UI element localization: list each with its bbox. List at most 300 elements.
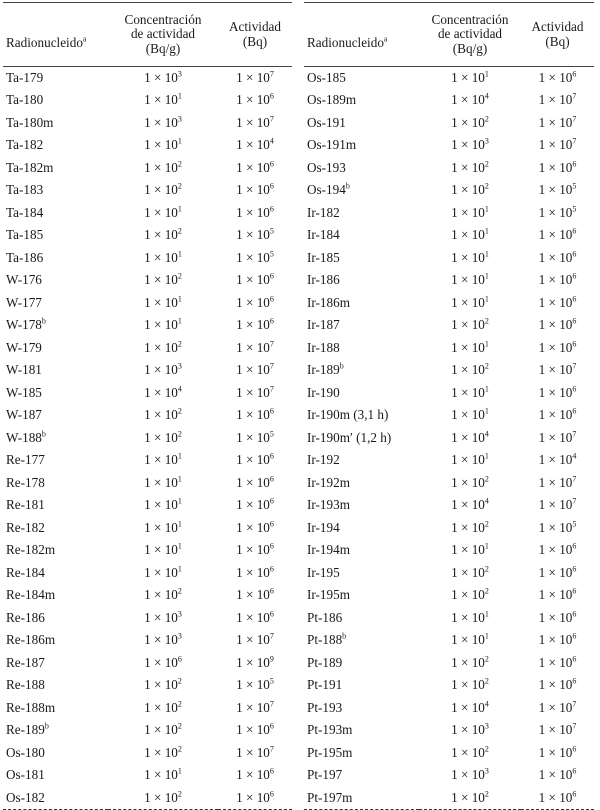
table-row — [3, 719, 292, 742]
activity-concentration-cell: $1 \times 10^3$ — [144, 69, 182, 85]
exponent: 1 — [484, 384, 489, 394]
exponent: 6 — [572, 541, 577, 551]
exponent: 5 — [572, 181, 577, 191]
activity-concentration-cell: $1 \times 10^2$ — [451, 181, 489, 198]
header-activity: Actividad (Bq) — [218, 3, 292, 67]
table-row — [3, 269, 292, 292]
exponent: 4 — [572, 451, 577, 461]
activity-concentration-cell: $1 \times 10^1$ — [451, 249, 489, 265]
exponent: 6 — [269, 271, 274, 281]
radionuclide-cell: Ir-190 — [307, 384, 340, 400]
radionuclide-cell: Ir-194 — [307, 519, 340, 535]
radionuclide-cell: Re-188 — [6, 677, 45, 693]
exponent: 7 — [572, 136, 577, 146]
exponent: 5 — [269, 676, 274, 686]
activity-cell: $1 \times 10^4$ — [538, 451, 577, 468]
table-row — [304, 719, 594, 742]
footnote-marker: b — [342, 631, 347, 641]
exponent: 2 — [484, 114, 489, 124]
exponent: 1 — [484, 541, 489, 551]
activity-cell: $1 \times 10^6$ — [236, 271, 274, 288]
activity-cell: $1 \times 10^6$ — [236, 474, 274, 490]
exponent: 2 — [177, 339, 182, 349]
exponent: 6 — [572, 609, 577, 619]
activity-concentration-cell: $1 \times 10^3$ — [144, 631, 182, 648]
activity-concentration-cell: $1 \times 10^1$ — [144, 136, 182, 153]
radionuclide-cell: Pt-193 — [307, 699, 343, 715]
table-row — [3, 337, 292, 360]
radionuclide-cell: Ir-190m′ (1,2 h) — [307, 429, 392, 445]
exponent: 1 — [484, 631, 489, 641]
exponent: 2 — [177, 721, 182, 731]
exponent: 6 — [572, 744, 577, 754]
exponent: 3 — [177, 631, 182, 641]
exponent: 2 — [484, 676, 489, 686]
activity-concentration-cell: $1 \times 10^2$ — [451, 159, 489, 175]
activity-concentration-cell: $1 \times 10^1$ — [144, 294, 182, 310]
activity-cell: $1 \times 10^6$ — [236, 181, 274, 198]
activity-concentration-cell: $1 \times 10^3$ — [451, 136, 489, 153]
activity-concentration-cell: $1 \times 10^3$ — [451, 766, 489, 783]
activity-concentration-cell: $1 \times 10^1$ — [144, 451, 182, 468]
activity-cell: $1 \times 10^6$ — [236, 204, 274, 220]
activity-cell: $1 \times 10^6$ — [538, 294, 577, 310]
activity-cell: $1 \times 10^6$ — [236, 564, 274, 580]
activity-cell: $1 \times 10^6$ — [538, 676, 577, 693]
exponent: 1 — [177, 91, 182, 101]
radionuclide-cell: Pt-189 — [307, 654, 343, 670]
exponent: 2 — [177, 181, 182, 191]
activity-cell: $1 \times 10^6$ — [538, 766, 577, 783]
exponent: 7 — [269, 384, 274, 394]
exponent: 7 — [269, 631, 274, 641]
exponent: 4 — [269, 136, 274, 146]
radionuclide-cell: W-185 — [6, 384, 42, 400]
table-row — [304, 112, 594, 135]
activity-concentration-cell: $1 \times 10^1$ — [144, 204, 182, 220]
table-row — [304, 629, 594, 652]
activity-concentration-cell: $1 \times 10^1$ — [451, 541, 489, 558]
table-row — [3, 607, 292, 630]
table-row — [3, 314, 292, 337]
radionuclide-table-left — [3, 2, 292, 810]
activity-cell: $1 \times 10^7$ — [236, 384, 274, 400]
radionuclide-cell: W-177 — [6, 294, 42, 310]
activity-concentration-cell: $1 \times 10^2$ — [144, 339, 182, 355]
exponent: 6 — [269, 496, 274, 506]
exponent: 9 — [269, 654, 274, 664]
radionuclide-cell: Pt-188$^b$ — [307, 631, 347, 648]
radionuclide-cell: Pt-195m — [307, 744, 353, 760]
header-activity: Actividad (Bq) — [521, 3, 594, 67]
exponent: 1 — [177, 294, 182, 304]
exponent: 7 — [269, 69, 274, 79]
exponent: 1 — [484, 69, 489, 79]
table-row — [3, 67, 292, 90]
activity-concentration-cell: $1 \times 10^3$ — [144, 361, 182, 378]
table-row — [3, 134, 292, 157]
radionuclide-cell: Ta-180m — [6, 114, 54, 130]
activity-cell: $1 \times 10^7$ — [538, 91, 577, 108]
table-row — [304, 269, 594, 292]
table-row — [3, 697, 292, 720]
exponent: 2 — [177, 271, 182, 281]
table-row — [304, 247, 594, 270]
radionuclide-cell: W-176 — [6, 272, 42, 288]
radionuclide-cell: Os-191m — [307, 137, 357, 153]
activity-cell: $1 \times 10^5$ — [236, 429, 274, 445]
table-row — [304, 652, 594, 675]
activity-concentration-cell: $1 \times 10^2$ — [451, 474, 489, 490]
radionuclide-cell: Ta-183 — [6, 182, 44, 198]
exponent: 1 — [484, 249, 489, 259]
activity-concentration-cell: $1 \times 10^3$ — [144, 609, 182, 625]
header-radionuclide: Radionucleido$^a$ — [304, 3, 419, 67]
radionuclide-cell: Ir-185 — [307, 249, 340, 265]
table-row — [3, 629, 292, 652]
activity-concentration-cell: $1 \times 10^2$ — [451, 744, 489, 760]
exponent: 6 — [572, 339, 577, 349]
activity-concentration-cell: $1 \times 10^1$ — [451, 69, 489, 85]
activity-cell: $1 \times 10^6$ — [538, 631, 577, 648]
radionuclide-cell: Re-181 — [6, 497, 45, 513]
table-row — [3, 382, 292, 405]
activity-concentration-cell: $1 \times 10^1$ — [451, 609, 489, 625]
activity-cell: $1 \times 10^6$ — [236, 294, 274, 310]
activity-cell: $1 \times 10^7$ — [538, 699, 577, 715]
activity-cell: $1 \times 10^6$ — [218, 787, 292, 810]
radionuclide-cell: Ir-187 — [307, 317, 340, 333]
radionuclide-cell: W-179 — [6, 339, 42, 355]
table-row — [3, 202, 292, 225]
activity-concentration-cell: $1 \times 10^1$ — [144, 519, 182, 535]
exponent: 6 — [572, 226, 577, 236]
exponent: 7 — [572, 361, 577, 371]
activity-cell: $1 \times 10^5$ — [236, 226, 274, 243]
activity-concentration-cell: $1 \times 10^3$ — [144, 114, 182, 130]
exponent: 1 — [484, 294, 489, 304]
table-row — [304, 202, 594, 225]
activity-cell: $1 \times 10^6$ — [236, 519, 274, 535]
radionuclide-cell: Ta-182 — [6, 137, 44, 153]
radionuclide-cell: Ta-184 — [6, 204, 44, 220]
table-header-row — [3, 3, 292, 67]
radionuclide-cell: Os-182 — [3, 787, 108, 810]
exponent: 2 — [177, 159, 182, 169]
exponent: 4 — [484, 429, 489, 439]
activity-cell: $1 \times 10^6$ — [538, 226, 577, 243]
radionuclide-table-right — [304, 2, 594, 810]
exponent: 6 — [269, 541, 274, 551]
radionuclide-cell: W-178$^b$ — [6, 316, 46, 333]
exponent: 2 — [177, 699, 182, 709]
exponent: 6 — [177, 654, 182, 664]
activity-cell: $1 \times 10^6$ — [236, 609, 274, 625]
radionuclide-cell: Ir-190m (3,1 h) — [307, 407, 389, 423]
exponent: 7 — [269, 699, 274, 709]
radionuclide-cell: Pt-197 — [307, 767, 343, 783]
footnote-marker: b — [41, 429, 46, 439]
footnote-marker: b — [41, 316, 46, 326]
exponent: 2 — [484, 361, 489, 371]
activity-cell: $1 \times 10^6$ — [538, 316, 577, 333]
activity-cell: $1 \times 10^7$ — [236, 744, 274, 760]
activity-cell: $1 \times 10^6$ — [538, 159, 577, 175]
activity-cell: $1 \times 10^6$ — [538, 654, 577, 670]
radionuclide-cell: Ir-182 — [307, 204, 340, 220]
activity-concentration-cell: $1 \times 10^2$ — [144, 271, 182, 288]
activity-cell: $1 \times 10^6$ — [538, 339, 577, 355]
activity-cell: $1 \times 10^6$ — [236, 496, 274, 513]
exponent: 6 — [269, 789, 274, 799]
table-row — [3, 292, 292, 315]
table-row — [304, 427, 594, 450]
activity-concentration-cell: $1 \times 10^2$ — [144, 744, 182, 760]
radionuclide-cell: Re-177 — [6, 452, 45, 468]
radionuclide-cell: Ir-192m — [307, 474, 350, 490]
exponent: 3 — [484, 766, 489, 776]
exponent: 6 — [269, 406, 274, 416]
radionuclide-cell: Ir-193m — [307, 497, 350, 513]
activity-concentration-cell: $1 \times 10^4$ — [451, 91, 489, 108]
radionuclide-cell: Pt-193m — [307, 722, 353, 738]
activity-concentration-cell: $1 \times 10^2$ — [451, 316, 489, 333]
table-row — [304, 224, 594, 247]
exponent: 4 — [177, 384, 182, 394]
radionuclide-cell: Ir-186 — [307, 272, 340, 288]
table-row — [304, 472, 594, 495]
activity-cell: $1 \times 10^6$ — [538, 744, 577, 760]
radionuclide-cell: Re-182 — [6, 519, 45, 535]
radionuclide-cell: Ir-189$^b$ — [307, 361, 344, 378]
footnote-marker: b — [44, 721, 49, 731]
exponent: 7 — [269, 744, 274, 754]
radionuclide-cell: Ir-186m — [307, 294, 350, 310]
exponent: 6 — [572, 384, 577, 394]
exponent: 2 — [484, 159, 489, 169]
activity-cell: $1 \times 10^6$ — [538, 406, 577, 423]
activity-concentration-cell: $1 \times 10^1$ — [144, 496, 182, 513]
activity-concentration-cell: $1 \times 10^4$ — [451, 429, 489, 445]
table-row — [304, 382, 594, 405]
radionuclide-cell: Ir-194m — [307, 542, 350, 558]
footnote-marker: b — [345, 181, 350, 191]
activity-concentration-cell: $1 \times 10^2$ — [144, 699, 182, 715]
table-row — [3, 652, 292, 675]
exponent: 1 — [177, 316, 182, 326]
exponent: 6 — [572, 249, 577, 259]
activity-cell: $1 \times 10^7$ — [538, 136, 577, 153]
table-row — [3, 112, 292, 135]
activity-cell: $1 \times 10^6$ — [236, 91, 274, 108]
table-row — [3, 764, 292, 787]
exponent: 6 — [572, 654, 577, 664]
exponent: 2 — [484, 654, 489, 664]
radionuclide-cell: Re-178 — [6, 474, 45, 490]
exponent: 6 — [269, 609, 274, 619]
exponent: 2 — [484, 789, 489, 799]
exponent: 7 — [269, 114, 274, 124]
activity-cell: $1 \times 10^6$ — [538, 564, 577, 580]
table-row — [3, 472, 292, 495]
table-header-row — [304, 3, 594, 67]
activity-concentration-cell: $1 \times 10^1$ — [451, 451, 489, 468]
activity-cell: $1 \times 10^7$ — [538, 114, 577, 130]
table-row — [304, 787, 594, 810]
table-row — [304, 494, 594, 517]
activity-cell: $1 \times 10^5$ — [538, 204, 577, 220]
exponent: 2 — [177, 226, 182, 236]
table-row — [3, 674, 292, 697]
radionuclide-cell: Pt-191 — [307, 677, 343, 693]
table-row — [304, 584, 594, 607]
exponent: 3 — [177, 609, 182, 619]
table-row — [3, 427, 292, 450]
table-row — [304, 134, 594, 157]
radionuclide-cell: Os-194$^b$ — [307, 181, 350, 198]
radionuclide-cell: Ta-182m — [6, 159, 54, 175]
exponent: 6 — [269, 451, 274, 461]
table-row — [3, 562, 292, 585]
activity-cell: $1 \times 10^7$ — [538, 496, 577, 513]
radionuclide-cell: W-187 — [6, 407, 42, 423]
exponent: 1 — [177, 204, 182, 214]
exponent: 6 — [572, 294, 577, 304]
table-row — [304, 674, 594, 697]
radionuclide-cell: Re-184m — [6, 587, 56, 603]
table-row — [3, 404, 292, 427]
table-row — [3, 494, 292, 517]
table-row — [304, 764, 594, 787]
exponent: 1 — [177, 564, 182, 574]
activity-concentration-cell: $1 \times 10^2$ — [108, 787, 218, 810]
exponent: 6 — [572, 766, 577, 776]
exponent: 7 — [572, 496, 577, 506]
table-row — [3, 89, 292, 112]
activity-concentration-cell: $1 \times 10^1$ — [144, 564, 182, 580]
activity-cell: $1 \times 10^7$ — [236, 699, 274, 715]
exponent: 2 — [177, 744, 182, 754]
activity-cell: $1 \times 10^6$ — [236, 451, 274, 468]
activity-concentration-cell: $1 \times 10^2$ — [451, 654, 489, 670]
table-row — [3, 539, 292, 562]
exponent: 1 — [484, 204, 489, 214]
activity-concentration-cell: $1 \times 10^1$ — [144, 474, 182, 490]
radionuclide-cell: Os-193 — [307, 159, 346, 175]
radionuclide-cell: Re-189$^b$ — [6, 721, 49, 738]
exponent: 2 — [177, 789, 182, 799]
table-row — [3, 742, 292, 765]
exponent: 2 — [177, 586, 182, 596]
exponent: 2 — [177, 429, 182, 439]
footnote-marker: b — [339, 361, 344, 371]
exponent: 7 — [269, 361, 274, 371]
table-row — [304, 157, 594, 180]
exponent: 4 — [484, 699, 489, 709]
exponent: 6 — [269, 159, 274, 169]
activity-concentration-cell: $1 \times 10^2$ — [144, 676, 182, 693]
exponent: 7 — [572, 721, 577, 731]
exponent: 7 — [572, 699, 577, 709]
exponent: 5 — [572, 519, 577, 529]
exponent: 2 — [177, 406, 182, 416]
exponent: 1 — [484, 406, 489, 416]
exponent: 2 — [484, 474, 489, 484]
exponent: 6 — [269, 316, 274, 326]
activity-cell: $1 \times 10^6$ — [236, 406, 274, 423]
activity-concentration-cell: $1 \times 10^2$ — [144, 429, 182, 445]
exponent: 2 — [484, 564, 489, 574]
activity-cell: $1 \times 10^7$ — [236, 114, 274, 130]
exponent: 1 — [484, 271, 489, 281]
exponent: 6 — [572, 69, 577, 79]
radionuclide-cell: Pt-197m — [304, 787, 419, 810]
table-row — [304, 539, 594, 562]
exponent: 1 — [177, 541, 182, 551]
exponent: 6 — [572, 159, 577, 169]
exponent: 1 — [484, 339, 489, 349]
exponent: 3 — [177, 69, 182, 79]
table-row — [304, 742, 594, 765]
exponent: 6 — [572, 676, 577, 686]
activity-concentration-cell: $1 \times 10^1$ — [451, 339, 489, 355]
activity-concentration-cell: $1 \times 10^2$ — [144, 586, 182, 603]
radionuclide-cell: Pt-186 — [307, 609, 343, 625]
activity-cell: $1 \times 10^6$ — [236, 721, 274, 738]
activity-concentration-cell: $1 \times 10^2$ — [451, 676, 489, 693]
radionuclide-cell: Ta-185 — [6, 227, 44, 243]
activity-concentration-cell: $1 \times 10^4$ — [451, 496, 489, 513]
activity-cell: $1 \times 10^5$ — [538, 519, 577, 535]
exponent: 2 — [484, 519, 489, 529]
exponent: 6 — [572, 564, 577, 574]
exponent: 6 — [269, 474, 274, 484]
exponent: 6 — [269, 204, 274, 214]
table-row — [304, 179, 594, 202]
table-row — [304, 67, 594, 90]
activity-concentration-cell: $1 \times 10^1$ — [451, 226, 489, 243]
table-row — [304, 89, 594, 112]
exponent: 6 — [269, 519, 274, 529]
table-row — [304, 292, 594, 315]
activity-concentration-cell: $1 \times 10^2$ — [451, 564, 489, 580]
radionuclide-cell: Os-180 — [6, 744, 45, 760]
exponent: 1 — [177, 451, 182, 461]
exponent: 1 — [177, 474, 182, 484]
activity-cell: $1 \times 10^6$ — [236, 586, 274, 603]
exponent: 7 — [572, 114, 577, 124]
activity-concentration-cell: $1 \times 10^1$ — [451, 406, 489, 423]
table-body-left — [3, 67, 292, 810]
activity-concentration-cell: $1 \times 10^4$ — [451, 699, 489, 715]
activity-cell: $1 \times 10^6$ — [538, 249, 577, 265]
table-row — [3, 359, 292, 382]
activity-concentration-cell: $1 \times 10^6$ — [144, 654, 182, 670]
table-row — [304, 314, 594, 337]
exponent: 2 — [484, 744, 489, 754]
exponent: 5 — [572, 204, 577, 214]
radionuclide-cell: Ta-180 — [6, 92, 44, 108]
activity-cell: $1 \times 10^6$ — [521, 787, 594, 810]
exponent: 3 — [484, 721, 489, 731]
activity-concentration-cell: $1 \times 10^1$ — [144, 249, 182, 265]
activity-cell: $1 \times 10^6$ — [236, 766, 274, 783]
exponent: 4 — [484, 91, 489, 101]
radionuclide-cell: Re-186 — [6, 609, 45, 625]
radionuclide-cell: Os-185 — [307, 70, 346, 85]
radionuclide-cell: Ir-188 — [307, 339, 340, 355]
exponent: 6 — [269, 294, 274, 304]
